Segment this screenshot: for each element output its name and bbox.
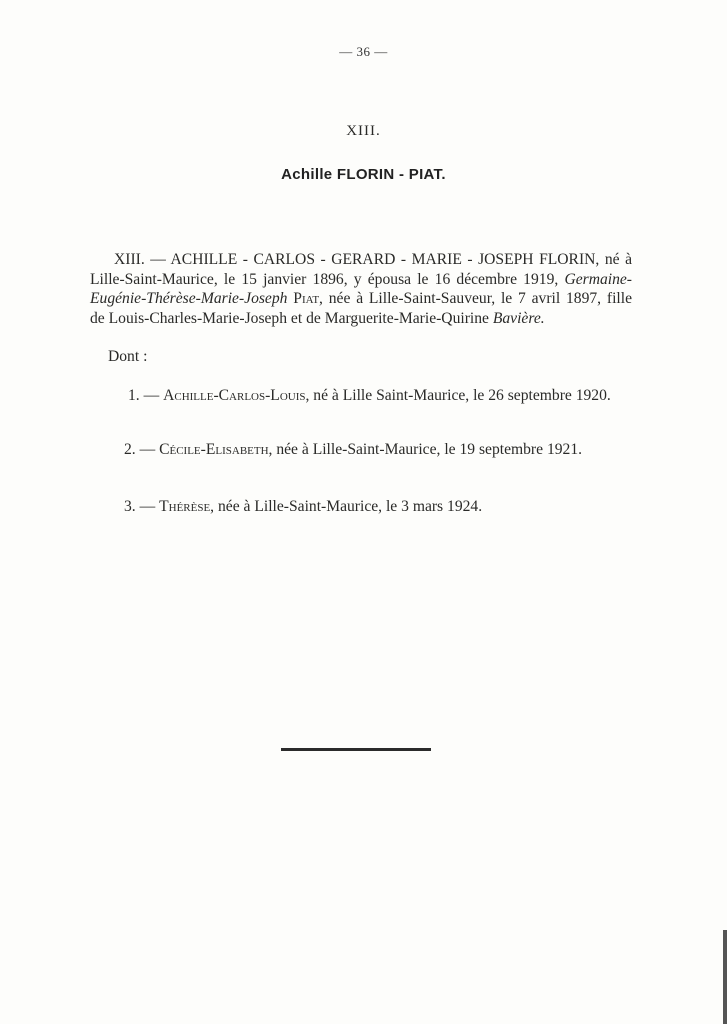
child-text: née à Lille-Saint-Maurice, le 3 mars 1924. bbox=[214, 498, 483, 515]
list-item bbox=[90, 497, 632, 517]
intro-mid: née à Lille-Saint-Sauveur, le 7 avril 1897, fille de Louis-Charles-Marie-Joseph et de Marguerite-Marie-Quirine bbox=[90, 290, 632, 327]
child-text: né à Lille Saint-Maurice, le 26 septembre 1920. bbox=[309, 387, 611, 404]
child-name: Thérèse, bbox=[159, 498, 215, 515]
page-number: — 36 — bbox=[339, 44, 388, 59]
list-item bbox=[90, 440, 632, 460]
mother-surname: Bavière. bbox=[492, 309, 545, 327]
spouse-name: Germaine-Eugénie-Thérèse-Marie-Joseph bbox=[90, 270, 632, 307]
child-prefix: 3. — bbox=[124, 498, 160, 515]
child-name: Cécile-Elisabeth, bbox=[159, 441, 273, 458]
intro-lead: XIII. — ACHILLE - CARLOS - GERARD - MARIE - JOSEPH FLORIN, né à Lille-Saint-Maurice, le 15 janvier 1896, y épousa le 16 décembre 1919, bbox=[90, 251, 632, 288]
intro-paragraph bbox=[90, 250, 632, 328]
child-name: Achille-Carlos-Louis, bbox=[163, 387, 310, 404]
child-text: née à Lille-Saint-Maurice, le 19 septembre 1921. bbox=[272, 441, 583, 458]
chapter-title: Achille FLORIN - PIAT. bbox=[281, 166, 446, 183]
scan-edge-mark bbox=[723, 930, 727, 1024]
dont-label: Dont : bbox=[108, 348, 148, 365]
child-prefix: 1. — bbox=[128, 387, 164, 404]
child-prefix: 2. — bbox=[124, 441, 160, 458]
list-item bbox=[90, 386, 632, 406]
section-divider bbox=[281, 748, 431, 751]
chapter-number: XIII. bbox=[346, 123, 381, 139]
spouse-surname: Piat, bbox=[293, 290, 323, 307]
